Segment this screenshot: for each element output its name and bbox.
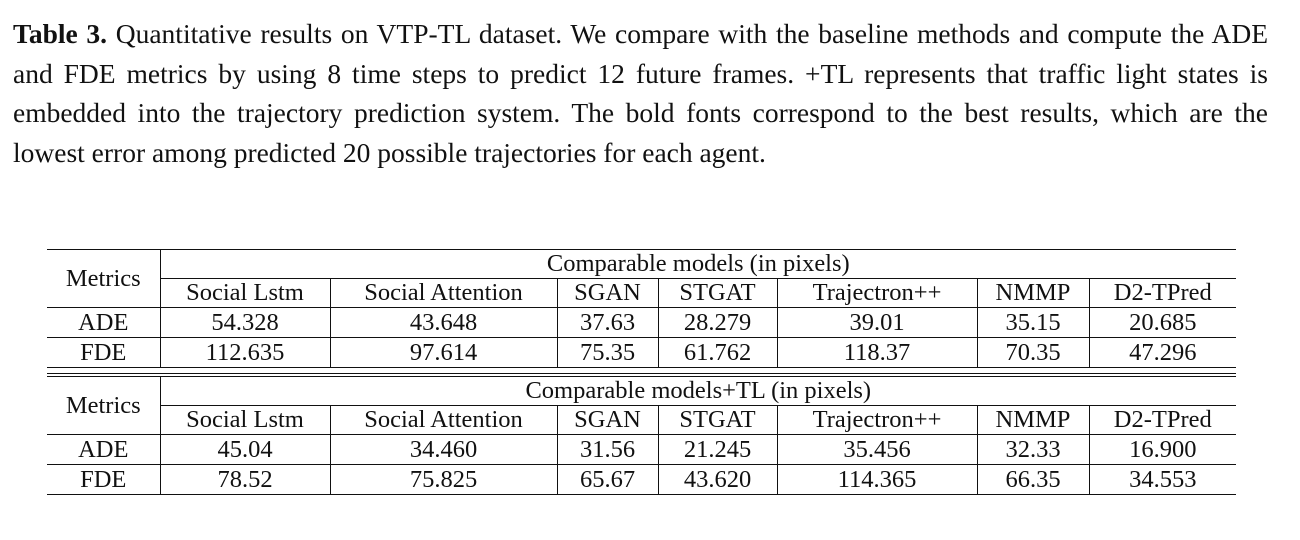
column-header-row — [47, 279, 1236, 308]
column-header: SGAN — [557, 279, 658, 308]
table-cell: 34.460 — [330, 435, 557, 465]
column-header: D2-TPred — [1089, 279, 1236, 308]
table-cell: 54.328 — [160, 308, 330, 338]
metrics-header: Metrics — [47, 250, 160, 308]
table-cell: 66.35 — [977, 465, 1089, 495]
column-header: Social Lstm — [160, 406, 330, 435]
metrics-header: Metrics — [47, 375, 160, 435]
column-header: Social Lstm — [160, 279, 330, 308]
table-header-row — [47, 250, 1236, 279]
table-cell: 35.456 — [777, 435, 977, 465]
table-cell: 31.56 — [557, 435, 658, 465]
column-header: STGAT — [658, 406, 777, 435]
table-cell: 118.37 — [777, 338, 977, 368]
table-row — [47, 465, 1236, 495]
table-caption — [13, 14, 1268, 172]
table-cell: 35.15 — [977, 308, 1089, 338]
column-header-row — [47, 406, 1236, 435]
table-cell: 32.33 — [977, 435, 1089, 465]
table-cell: 61.762 — [658, 338, 777, 368]
table-cell: 112.635 — [160, 338, 330, 368]
table-cell: 37.63 — [557, 308, 658, 338]
table-cell: 28.279 — [658, 308, 777, 338]
table-row — [47, 308, 1236, 338]
table-cell: 39.01 — [777, 308, 977, 338]
table-cell: 78.52 — [160, 465, 330, 495]
column-header: Social Attention — [330, 279, 557, 308]
results-table-comparable-models-tl — [47, 373, 1236, 495]
group-header: Comparable models+TL (in pixels) — [160, 375, 1236, 406]
metric-label: ADE — [47, 435, 160, 465]
column-header: NMMP — [977, 406, 1089, 435]
best-result-cell: 16.900 — [1089, 435, 1236, 465]
best-result-cell: 20.685 — [1089, 308, 1236, 338]
group-header: Comparable models (in pixels) — [160, 250, 1236, 279]
caption-label: Table 3. — [13, 18, 108, 49]
column-header: Trajectron++ — [777, 279, 977, 308]
column-header: SGAN — [557, 406, 658, 435]
results-table-comparable-models — [47, 249, 1236, 368]
column-header: NMMP — [977, 279, 1089, 308]
table-cell: 75.35 — [557, 338, 658, 368]
table-cell: 75.825 — [330, 465, 557, 495]
column-header: STGAT — [658, 279, 777, 308]
table-cell: 43.620 — [658, 465, 777, 495]
table-cell: 21.245 — [658, 435, 777, 465]
table-cell: 97.614 — [330, 338, 557, 368]
metric-label: ADE — [47, 308, 160, 338]
table-row — [47, 435, 1236, 465]
table-cell: 114.365 — [777, 465, 977, 495]
column-header: Social Attention — [330, 406, 557, 435]
table-cell: 65.67 — [557, 465, 658, 495]
column-header: D2-TPred — [1089, 406, 1236, 435]
metric-label: FDE — [47, 465, 160, 495]
best-result-cell: 34.553 — [1089, 465, 1236, 495]
table-row — [47, 338, 1236, 368]
column-header: Trajectron++ — [777, 406, 977, 435]
best-result-cell: 47.296 — [1089, 338, 1236, 368]
table-cell: 70.35 — [977, 338, 1089, 368]
metric-label: FDE — [47, 338, 160, 368]
table-header-row — [47, 375, 1236, 406]
caption-text: Quantitative results on VTP-TL dataset. We compare with the baseline methods and compute the ADE and FDE metrics by using 8 time steps to predict 12 future frames. +TL represents that traffic light states is embedded into the trajectory prediction system. The bold fonts correspond to the best results, which are the lowest error among predicted 20 possible trajectories for each agent. — [13, 18, 1268, 168]
table-cell: 43.648 — [330, 308, 557, 338]
table-cell: 45.04 — [160, 435, 330, 465]
